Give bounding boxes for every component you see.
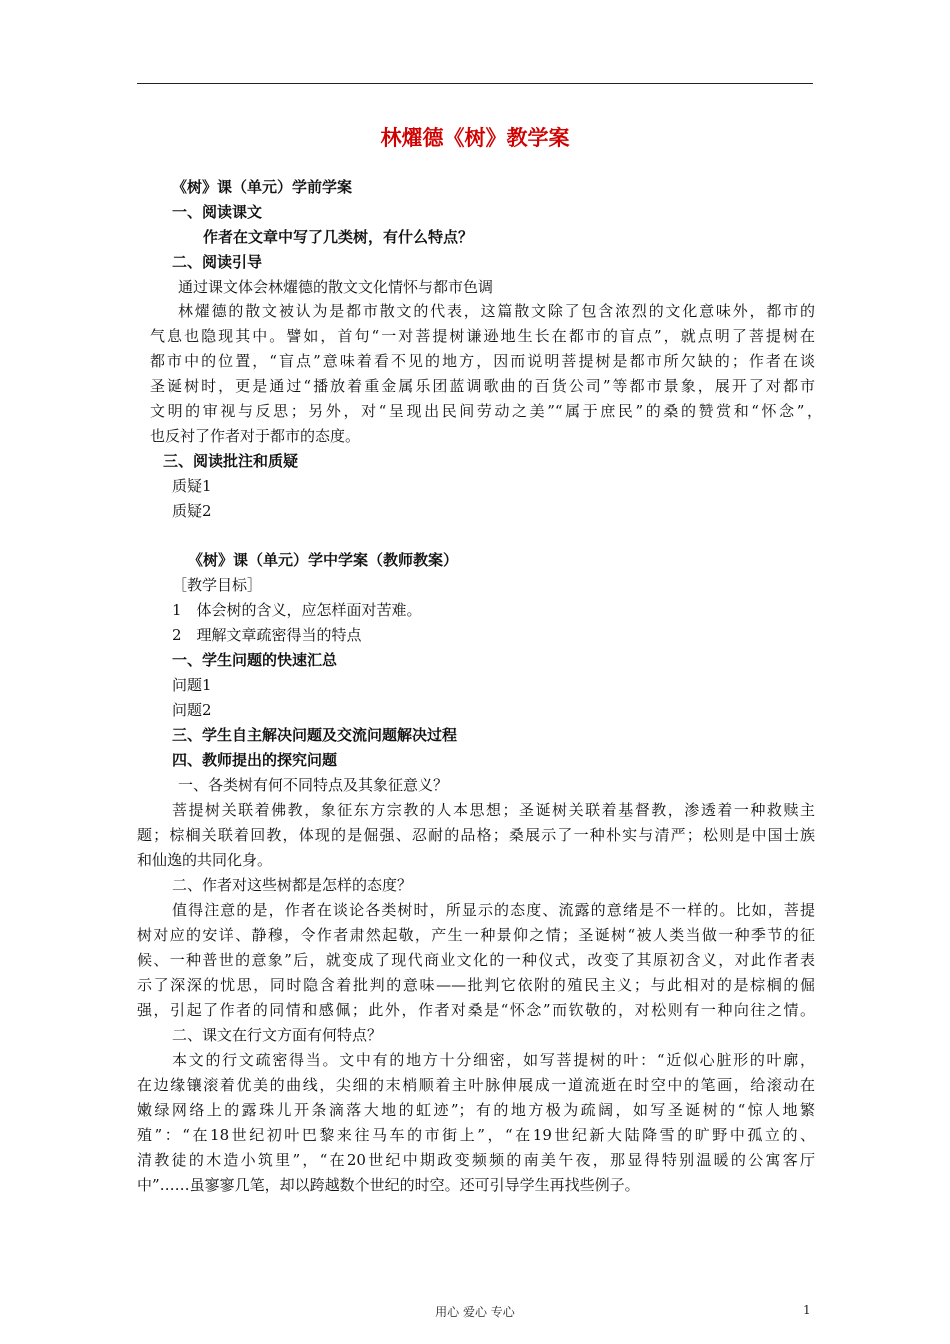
section-heading: 一、学生问题的快速汇总 bbox=[172, 651, 338, 669]
paragraph-line: 殖”：“在18世纪初叶巴黎来往马车的市街上”，“在19世纪新大陆降雪的旷野中孤立的、 bbox=[137, 1126, 815, 1144]
section-heading: 二、阅读引导 bbox=[172, 253, 263, 271]
list-item: 1 体会树的含义，应怎样面对苦难。 bbox=[172, 601, 422, 619]
subheading: ［教学目标］ bbox=[172, 576, 263, 594]
page-number: 1 bbox=[803, 1303, 811, 1317]
section-heading: 四、教师提出的探究问题 bbox=[172, 751, 338, 769]
section-heading: 三、阅读批注和质疑 bbox=[163, 452, 299, 470]
question-text: 作者在文章中写了几类树，有什么特点？ bbox=[203, 228, 474, 246]
paragraph-line: 清教徒的木造小筑里”，“在20世纪中期政变频频的南美午夜，那显得特别温暖的公寓客厅 bbox=[137, 1151, 815, 1169]
paragraph-line: 气息也隐现其中。譬如，首句“一对菩提树谦逊地生长在都市的盲点”，就点明了菩提树在 bbox=[150, 327, 815, 345]
paragraph-line: 都市中的位置，“盲点”意味着看不见的地方，因而说明菩提树是都市所欠缺的；作者在谈 bbox=[150, 352, 815, 370]
paragraph-line: 题；棕榈关联着回教，体现的是倔强、忍耐的品格；桑展示了一种朴实与清严；松则是中国士族 bbox=[137, 826, 815, 844]
paragraph-line: 本文的行文疏密得当。文中有的地方十分细密，如写菩提树的叶：“近似心脏形的叶廓， bbox=[172, 1051, 815, 1069]
list-item: 质疑1 bbox=[172, 477, 212, 495]
paragraph-line: 和仙逸的共同化身。 bbox=[137, 851, 273, 869]
header-rule bbox=[137, 83, 813, 84]
paragraph-line: 文明的审视与反思；另外，对“呈现出民间劳动之美”“属于庶民”的桑的赞赏和“怀念”， bbox=[150, 402, 822, 420]
question-text: 一、各类树有何不同特点及其象征意义？ bbox=[178, 776, 449, 794]
question-text: 二、课文在行文方面有何特点？ bbox=[172, 1026, 383, 1044]
paragraph-line: 林燿德的散文被认为是都市散文的代表，这篇散文除了包含浓烈的文化意味外，都市的 bbox=[178, 302, 815, 320]
paragraph-line: 示了深深的忧思，同时隐含着批判的意味——批判它依附的殖民主义；与此相对的是棕榈的倔 bbox=[137, 976, 815, 994]
document-title: 林燿德《树》教学案 bbox=[380, 126, 570, 150]
list-item: 问题2 bbox=[172, 701, 212, 719]
section-heading: 《树》课（单元）学中学案（教师教案） bbox=[188, 551, 459, 569]
paragraph-line: 也反衬了作者对于都市的态度。 bbox=[150, 427, 361, 445]
question-text: 二、作者对这些树都是怎样的态度？ bbox=[172, 876, 413, 894]
list-item: 2 理解文章疏密得当的特点 bbox=[172, 626, 362, 644]
paragraph-line: 中”……虽寥寥几笔，却以跨越数个世纪的时空。还可引导学生再找些例子。 bbox=[137, 1176, 640, 1194]
paragraph-line: 圣诞树时，更是通过“播放着重金属乐团蓝调歌曲的百货公司”等都市景象，展开了对都市 bbox=[150, 377, 815, 395]
section-heading: 《树》课（单元）学前学案 bbox=[172, 178, 353, 196]
list-item: 质疑2 bbox=[172, 502, 212, 520]
section-heading: 一、阅读课文 bbox=[172, 203, 263, 221]
section-heading: 三、学生自主解决问题及交流问题解决过程 bbox=[172, 726, 458, 744]
paragraph-line: 嫩绿网络上的露珠儿开条滴落大地的虹迹”；有的地方极为疏阔，如写圣诞树的“惊人地繁 bbox=[137, 1101, 815, 1119]
paragraph-line: 树对应的安详、静穆，令作者肃然起敬，产生一种景仰之情；圣诞树“被人类当做一种季节的征 bbox=[137, 926, 815, 944]
list-item: 问题1 bbox=[172, 676, 212, 694]
paragraph-line: 值得注意的是，作者在谈论各类树时，所显示的态度、流露的意绪是不一样的。比如，菩提 bbox=[172, 901, 815, 919]
paragraph-line: 菩提树关联着佛教，象征东方宗教的人本思想；圣诞树关联着基督教，渗透着一种救赎主 bbox=[172, 801, 815, 819]
paragraph-line: 候、一种普世的意象”后，就变成了现代商业文化的一种仪式，改变了其原初含义，对此作者表 bbox=[137, 951, 815, 969]
paragraph-line: 在边缘镶滚着优美的曲线，尖细的末梢顺着主叶脉伸展成一道流逝在时空中的笔画，给滚动在 bbox=[137, 1076, 815, 1094]
paragraph-line: 通过课文体会林燿德的散文文化情怀与都市色调 bbox=[178, 278, 494, 296]
paragraph-line: 强，引起了作者的同情和感佩；此外，作者对桑是“怀念”而钦敬的，对松则有一种向往之情。 bbox=[137, 1001, 815, 1019]
page-footer: 用心 爱心 专心 bbox=[435, 1305, 515, 1319]
